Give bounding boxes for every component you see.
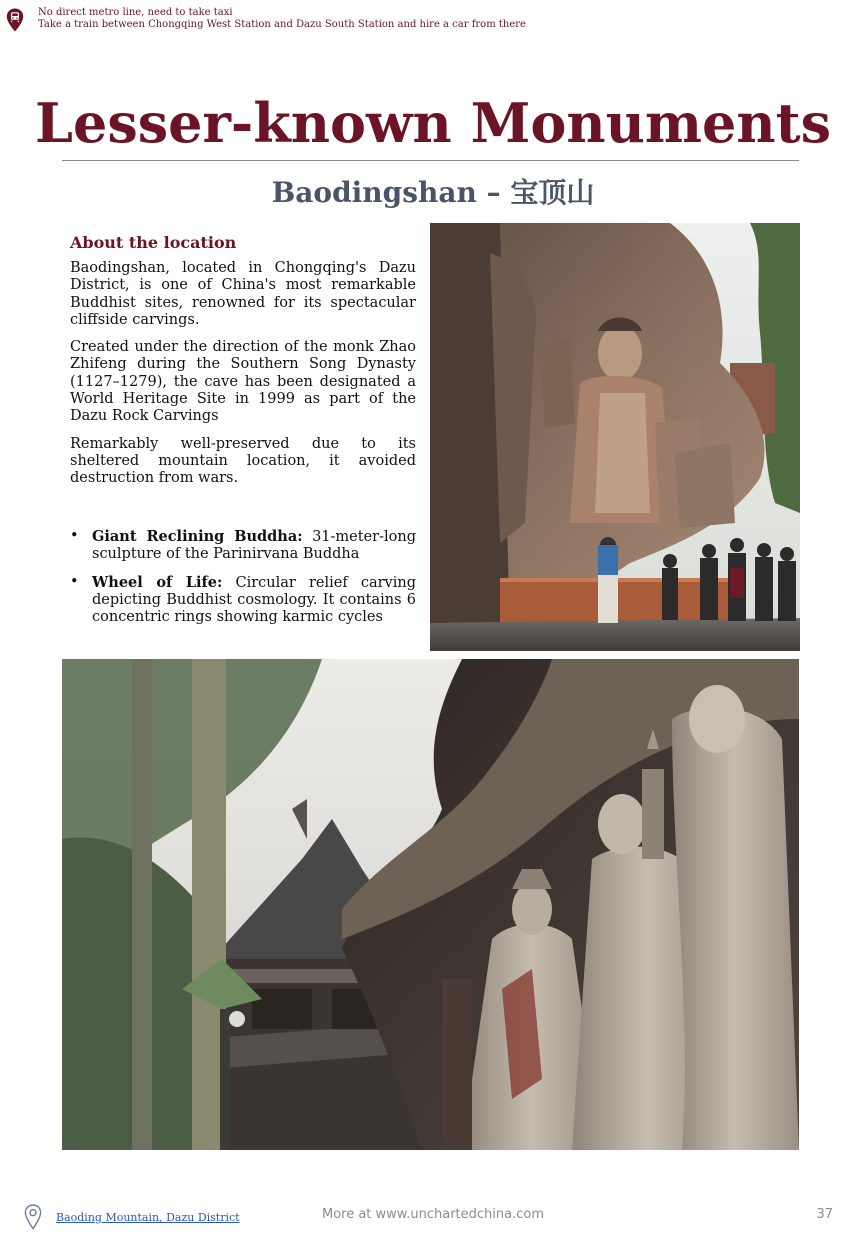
highlight-text: 31-meter-long sculpture of the Parinirvana Buddha — [92, 529, 416, 563]
title-divider — [62, 160, 799, 161]
highlight-term: Wheel of Life: — [92, 573, 223, 591]
about-paragraph: Remarkably well-preserved due to its sheltered mountain location, it avoided destruction from wars. — [70, 435, 416, 487]
transit-text — [38, 7, 526, 31]
cliff-carvings-photo — [430, 223, 800, 651]
transit-line-1: No direct metro line, need to take taxi — [38, 7, 233, 18]
website-credit: More at www.unchartedchina.com — [321, 1207, 544, 1222]
about-section — [70, 232, 416, 498]
page-subtitle: Baodingshan – 宝顶山 — [271, 176, 595, 209]
highlights-list — [70, 528, 416, 636]
page-number: 37 — [816, 1207, 833, 1222]
location-link[interactable]: Baoding Mountain, Dazu District — [56, 1211, 240, 1224]
train-pin-icon — [6, 8, 24, 32]
about-paragraph: Created under the direction of the monk Zhao Zhifeng during the Southern Song Dynasty (1127–1279), the cave has been designated a World Heritage Site in 1999 as part of the Dazu Rock Carvings — [70, 339, 416, 425]
transit-note — [6, 6, 766, 34]
highlight-term: Giant Reclining Buddha: — [92, 528, 303, 545]
temple-statues-photo — [62, 659, 799, 1150]
highlight-text: Circular relief carving depicting Buddhist cosmology. It contains 6 concentric rings showing karmic cycles — [92, 574, 417, 626]
highlight-item — [70, 574, 416, 627]
highlight-item — [70, 528, 416, 564]
bullet-icon: • — [70, 528, 79, 544]
about-paragraph: Baodingshan, located in Chongqing's Dazu District, is one of China's most remarkable Buddhist sites, renowned for its spectacular cliffside carvings. — [70, 260, 416, 328]
about-heading: About the location — [70, 233, 237, 252]
bullet-icon: • — [70, 573, 79, 590]
page-title: Lesser-known Monuments — [35, 91, 831, 155]
transit-line-2: Take a train between Chongqing West Station and Dazu South Station and hire a car from there — [38, 19, 526, 30]
